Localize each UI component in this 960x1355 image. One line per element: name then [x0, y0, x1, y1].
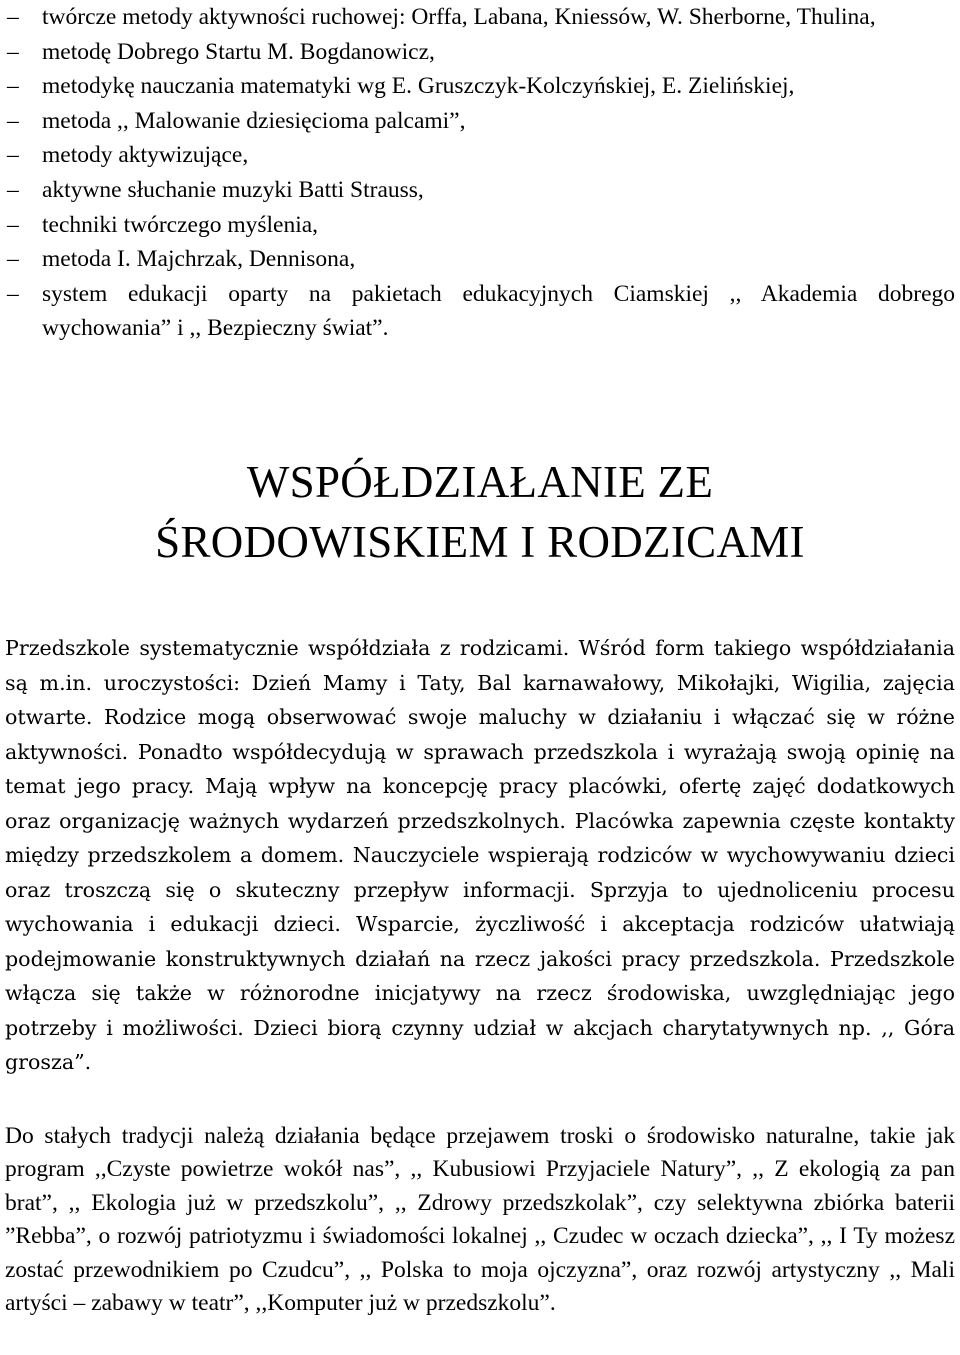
list-item [5, 0, 955, 35]
list-item [5, 277, 955, 346]
list-item [5, 242, 955, 277]
paragraph-cooperation: Przedszkole systematycznie współdziała z rodzicami. Wśród form takiego współdziałania są m.in. uroczystości: Dzień Mamy i Taty, Bal karnawałowy, Mikołajki, Wigilia, zajęcia otwarte. Rodzice mogą obserwować swoje maluchy w działaniu i włączać się w różne aktywności. Ponadto współdecydują w sprawach przedszkola i wyrażają swoją opinię na temat jego pracy. Mają wpływ na koncepcję pracy placówki, ofertę zajęć dodatkowych oraz organizację ważnych wydarzeń przedszkolnych. Placówka zapewnia częste kontakty między przedszkolem a domem. Nauczyciele wspierają rodziców w wychowywaniu dzieci oraz troszczą się o skuteczny przepływ informacji. Sprzyja to ujednoliceniu procesu wychowania i edukacji dzieci. Wsparcie, życzliwość i akceptacja rodziców ułatwiają podejmowanie konstruktywnych działań na rzecz jakości pracy przedszkola. Przedszkole włącza się także w różnorodne inicjatywy na rzecz środowiska, uwzględniając jego potrzeby i możliwości. Dzieci biorą czynny udział w akcjach charytatywnych np. ,, Góra grosza”. [5, 636, 955, 1074]
list-dash: – [7, 142, 19, 169]
paragraph-traditions: Do stałych tradycji należą działania będące przejawem troski o środowisko naturalne, takie jak program ,,Czyste powietrze wokół nas”, ,, Kubusiowi Przyjaciele Natury”, ,, Z ekologią za pan brat”, ,, Ekologia już w przedszkolu”, ,, Zdrowy przedszkolak”, czy selektywna zbiórka baterii ”Rebba”, o rozwój patriotyzmu i świadomości lokalnej ,, Czudec w oczach dziecka”, ,, I Ty możesz zostać przewodnikiem po Czudcu”, ,, Polska to moja ojczyzna”, oraz rozwój artystyczny ,, Mali artyści – zabawy w teatr”, ,,Komputer już w przedszkolu”. [5, 1123, 955, 1317]
list-item-text: aktywne słuchanie muzyki Batti Strauss, [42, 176, 424, 203]
section-heading-line-2: ŚRODOWISKIEM I RODZICAMI [155, 517, 805, 567]
list-item [5, 208, 955, 243]
list-dash: – [7, 211, 19, 238]
list-item [5, 104, 955, 139]
list-item-text: metoda I. Majchrzak, Dennisona, [42, 246, 356, 273]
list-dash: – [7, 280, 19, 307]
list-dash: – [7, 107, 19, 134]
list-dash: – [7, 176, 19, 203]
list-item-text: techniki twórczego myślenia, [42, 211, 319, 238]
section-heading-line-1: WSPÓŁDZIAŁANIE ZE [246, 457, 714, 507]
list-dash: – [7, 246, 19, 273]
section-heading [0, 452, 960, 572]
list-item-text: twórcze metody aktywności ruchowej: Orffa, Labana, Kniessów, W. Sherborne, Thulina, [42, 4, 876, 30]
list-item [5, 35, 955, 70]
list-dash: – [7, 4, 19, 30]
list-item-text: system edukacji oparty na pakietach edukacyjnych Ciamskiej ,, Akademia dobrego wychowania” i ,, Bezpieczny świat”. [42, 280, 955, 342]
list-item [5, 173, 955, 208]
list-item-text: metody aktywizujące, [42, 142, 249, 169]
list-item [5, 69, 955, 104]
list-dash: – [7, 73, 19, 100]
list-item-text: metodykę nauczania matematyki wg E. Gruszczyk-Kolczyńskiej, E. Zielińskiej, [42, 73, 795, 100]
list-dash: – [7, 38, 19, 65]
list-item-text: metodę Dobrego Startu M. Bogdanowicz, [42, 38, 435, 65]
list-item [5, 138, 955, 173]
methods-list [5, 0, 955, 346]
list-item-text: metoda ,, Malowanie dziesięcioma palcami”, [42, 107, 466, 134]
